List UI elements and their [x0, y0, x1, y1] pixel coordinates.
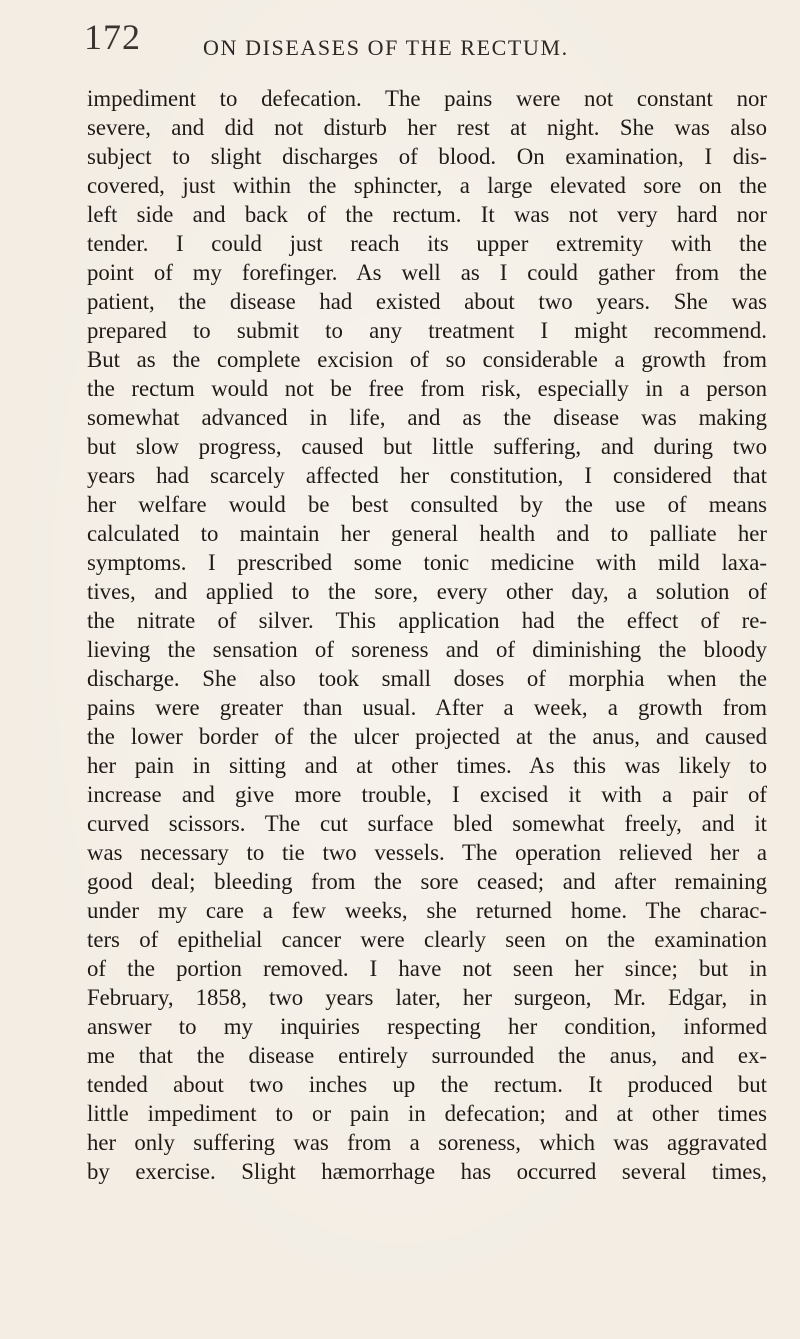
text-line: impediment to defecation. The pains were not constant nor [87, 86, 767, 111]
text-line: by exercise. Slight hæmorrhage has occurred several times, [87, 1159, 767, 1184]
text-line: me that the disease entirely surrounded the anus, and ex- [87, 1043, 767, 1068]
text-line: the lower border of the ulcer projected at the anus, and caused [87, 724, 767, 749]
text-line: good deal; bleeding from the sore ceased; and after remaining [87, 869, 767, 894]
text-line: covered, just within the sphincter, a large elevated sore on the [87, 173, 767, 198]
page-header [0, 16, 800, 66]
text-line: was necessary to tie two vessels. The operation relieved her a [87, 840, 767, 865]
text-line: tended about two inches up the rectum. It produced but [87, 1072, 767, 1097]
text-line: patient, the disease had existed about two years. She was [87, 289, 767, 314]
text-line: ters of epithelial cancer were clearly seen on the examination [87, 927, 767, 952]
text-line: point of my forefinger. As well as I could gather from the [87, 260, 767, 285]
text-line: increase and give more trouble, I excised it with a pair of [87, 782, 767, 807]
text-line: subject to slight discharges of blood. On examination, I dis- [87, 144, 767, 169]
text-line: but slow progress, caused but little suffering, and during two [87, 434, 767, 459]
text-line: severe, and did not disturb her rest at night. She was also [87, 115, 767, 140]
text-line: symptoms. I prescribed some tonic medicine with mild laxa- [87, 550, 767, 575]
text-line: the rectum would not be free from risk, especially in a person [87, 376, 767, 401]
text-line: prepared to submit to any treatment I might recommend. [87, 318, 767, 343]
text-line: little impediment to or pain in defecation; and at other times [87, 1101, 767, 1126]
text-line: the nitrate of silver. This application had the effect of re- [87, 608, 767, 633]
text-line: pains were greater than usual. After a week, a growth from [87, 695, 767, 720]
text-line: left side and back of the rectum. It was not very hard nor [87, 202, 767, 227]
text-line: discharge. She also took small doses of morphia when the [87, 666, 767, 691]
text-line: tives, and applied to the sore, every other day, a solution of [87, 579, 767, 604]
text-line: her welfare would be best consulted by the use of means [87, 492, 767, 517]
text-line: years had scarcely affected her constitution, I considered that [87, 463, 767, 488]
text-line: lieving the sensation of soreness and of diminishing the bloody [87, 637, 767, 662]
text-line: her only suffering was from a soreness, which was aggravated [87, 1130, 767, 1155]
text-line: answer to my inquiries respecting her condition, informed [87, 1014, 767, 1039]
text-line: her pain in sitting and at other times. As this was likely to [87, 753, 767, 778]
text-line: February, 1858, two years later, her surgeon, Mr. Edgar, in [87, 985, 767, 1010]
text-line: under my care a few weeks, she returned home. The charac- [87, 898, 767, 923]
text-line: curved scissors. The cut surface bled somewhat freely, and it [87, 811, 767, 836]
text-line: calculated to maintain her general health and to palliate her [87, 521, 767, 546]
text-line: But as the complete excision of so considerable a growth from [87, 347, 767, 372]
body-text [87, 84, 767, 1186]
running-head: ON DISEASES OF THE RECTUM. [203, 35, 569, 60]
text-line: tender. I could just reach its upper extremity with the [87, 231, 767, 256]
text-line: somewhat advanced in life, and as the disease was making [87, 405, 767, 430]
text-line: of the portion removed. I have not seen her since; but in [87, 956, 767, 981]
page-number: 172 [84, 17, 141, 57]
